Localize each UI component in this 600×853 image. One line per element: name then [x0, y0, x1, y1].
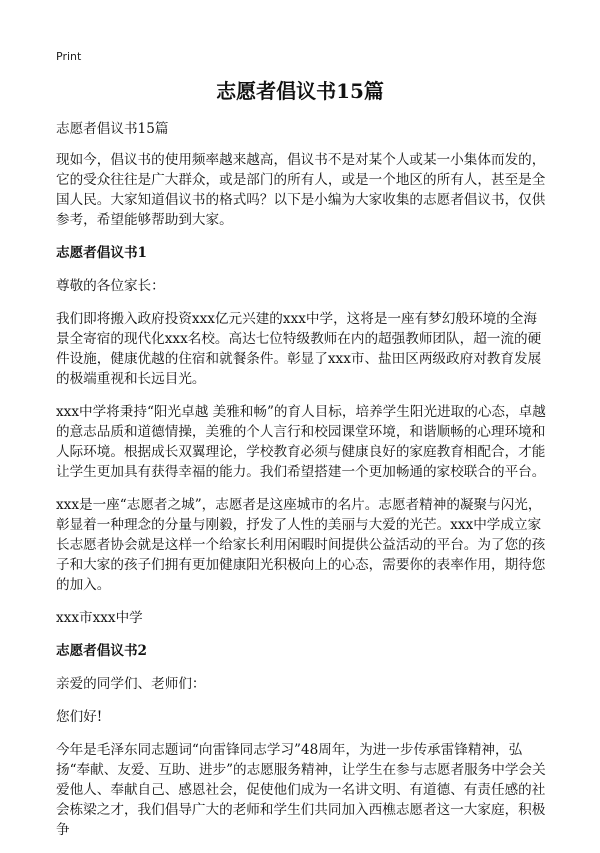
intro-paragraph: 现如今，倡议书的使用频率越来越高，倡议书不是对某个人或某一小集体而发的，它的受众往往是广大群众，或是部门的所有人，或是一个地区的所有人，甚至是全国人民。大家知道倡议书的格式吗？以下是小编为大家收集的志愿者倡议书，仅供参考，希望能够帮助到大家。: [56, 152, 546, 228]
signature: xxx市xxx中学: [56, 610, 143, 626]
section-greeting: 尊敬的各位家长：: [56, 278, 165, 294]
section-heading: 志愿者倡议书1: [56, 245, 148, 261]
print-link[interactable]: Print: [56, 50, 82, 63]
body-paragraph: xxx是一座“志愿者之城”，志愿者是这座城市的名片。志愿者精神的凝聚与闪光，彰显着一种理念的分量与刚毅，抒发了人性的美丽与大爱的光芒。xxx中学成立家长志愿者协会就是这样一个给家长利用闲暇时间提供公益活动的平台。为了您的孩子和大家的孩子们拥有更加健康阳光积极向上的心态，需要你的表率作用，期待您的加入。: [56, 497, 546, 593]
body-paragraph: 今年是毛泽东同志题词“向雷锋同志学习”48周年，为进一步传承雷锋精神，弘扬“奉献、友爱、互助、进步”的志愿服务精神，让学生在参与志愿者服务中学会关爱他人、奉献自己、感恩社会，促使他们成为一名讲文明、有道德、有责任感的社会栋梁之才，我们倡导广大的老师和学生们共同加入西樵志愿者这一大家庭，积极争: [56, 742, 546, 838]
body-paragraph: 我们即将搬入政府投资xxx亿元兴建的xxx中学，这将是一座有梦幻般环境的全海景全寄宿的现代化xxx名校。高达七位特级教师在内的超强教师团队，超一流的硬件设施，健康优越的住宿和就餐条件。彰显了xxx市、盐田区两级政府对教育发展的极端重视和长远目光。: [56, 311, 542, 387]
page-title: 志愿者倡议书15篇: [216, 79, 384, 103]
article-body: [56, 119, 548, 853]
salutation: 您们好!: [56, 709, 103, 725]
section-greeting: 亲爱的同学们、老师们：: [56, 676, 206, 692]
section-heading: 志愿者倡议书2: [56, 643, 148, 659]
document-subtitle: 志愿者倡议书15篇: [56, 121, 169, 137]
body-paragraph: xxx中学将秉持“阳光卓越 美雅和畅”的育人目标，培养学生阳光进取的心态，卓越的意志品质和道德情操，美雅的个人言行和校园课堂环境，和谐顺畅的心理环境和人际环境。根据成长双翼理论，学校教育必须与健康良好的家庭教育相配合，才能让学生更加具有获得幸福的能力。我们希望搭建一个更加畅通的家校联合的平台。: [56, 404, 546, 480]
